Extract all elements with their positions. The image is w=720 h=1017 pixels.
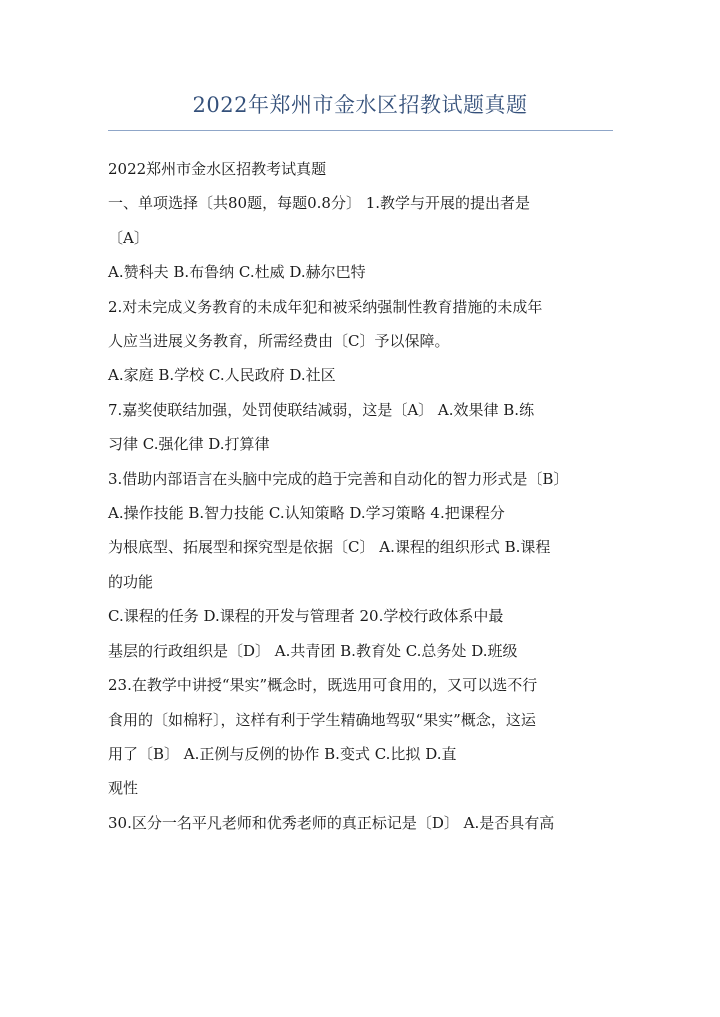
- text-line: 为根底型、拓展型和探究型是依据〔C〕 A.课程的组织形式 B.课程: [108, 538, 551, 557]
- text-line: 一、单项选择〔共80题，每题0.8分〕 1.教学与开展的提出者是: [108, 194, 531, 213]
- text-line: 的功能: [108, 572, 154, 591]
- text-line: 习律 C.强化律 D.打算律: [108, 435, 270, 454]
- text-line: 食用的〔如棉籽〕，这样有利于学生精确地驾驭“果实”概念，这运: [108, 710, 536, 729]
- text-line: C.课程的任务 D.课程的开发与管理者 20.学校行政体系中最: [108, 607, 504, 626]
- text-line: 30.区分一名平凡老师和优秀老师的真正标记是〔D〕 A.是否具有高: [108, 813, 555, 832]
- text-line: 2022郑州市金水区招教考试真题: [108, 160, 327, 178]
- title-divider: [108, 130, 613, 131]
- document-body: [108, 152, 613, 840]
- text-line: 用了〔B〕 A.正例与反例的协作 B.变式 C.比拟 D.直: [108, 744, 457, 763]
- document-title: 2022年郑州市金水区招教试题真题: [192, 93, 528, 117]
- text-line: 23.在教学中讲授“果实”概念时，既选用可食用的，又可以选不行: [108, 676, 538, 695]
- text-line: A.赞科夫 B.布鲁纳 C.杜威 D.赫尔巴特: [108, 263, 366, 282]
- text-line: 人应当进展义务教育，所需经费由〔C〕予以保障。: [108, 332, 450, 351]
- text-line: 观性: [108, 779, 139, 798]
- text-line: 2.对未完成义务教育的未成年犯和被采纳强制性教育措施的未成年: [108, 297, 543, 316]
- text-line: 3.借助内部语言在头脑中完成的趋于完善和自动化的智力形式是〔B〕: [108, 469, 569, 488]
- text-line: 7.嘉奖使联结加强，处罚使联结减弱，这是〔A〕 A.效果律 B.练: [108, 400, 535, 419]
- text-line: 基层的行政组织是〔D〕 A.共青团 B.教育处 C.总务处 D.班级: [108, 641, 518, 660]
- text-line: A.操作技能 B.智力技能 C.认知策略 D.学习策略 4.把课程分: [108, 504, 505, 523]
- text-line: 〔A〕: [108, 228, 149, 247]
- text-line: A.家庭 B.学校 C.人民政府 D.社区: [108, 366, 336, 385]
